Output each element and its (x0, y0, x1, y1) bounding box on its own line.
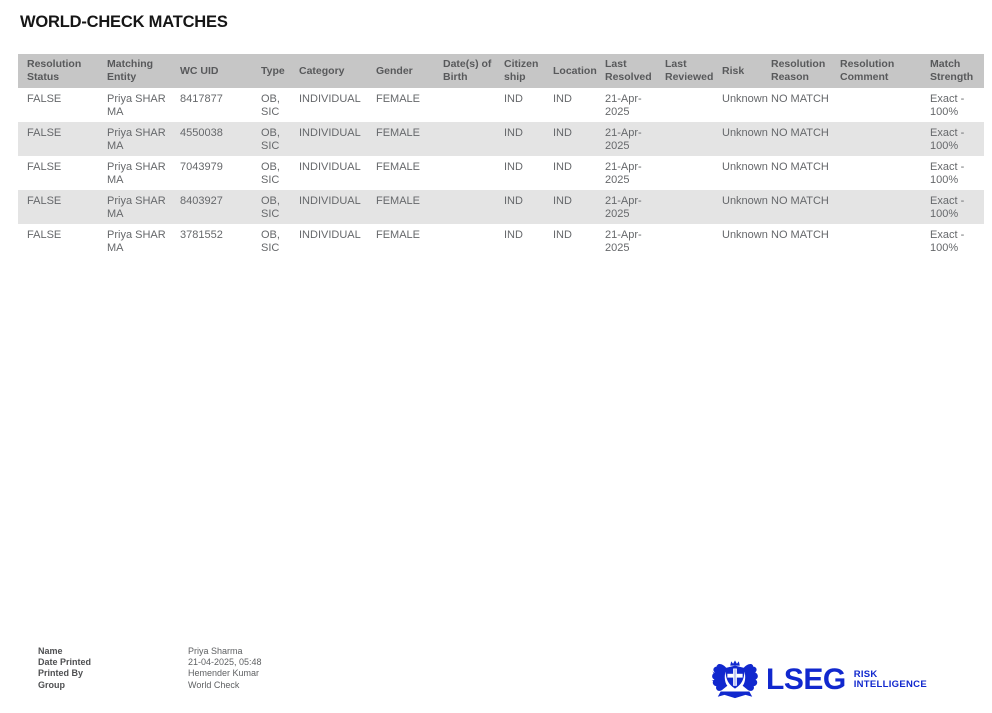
meta-value: 21-04-2025, 05:48 (188, 657, 262, 668)
cell-resolution_comment (831, 190, 921, 224)
cell-last_resolved: 21-Apr-2025 (596, 122, 656, 156)
column-header-location: Location (544, 54, 596, 88)
table-row (18, 224, 984, 258)
column-header-category: Category (290, 54, 367, 88)
print-meta-row (38, 668, 262, 679)
cell-resolution_reason: NO MATCH (762, 156, 831, 190)
cell-risk: Unknown (713, 122, 762, 156)
cell-resolution_reason: NO MATCH (762, 224, 831, 258)
cell-wc_uid: 4550038 (171, 122, 252, 156)
cell-location: IND (544, 156, 596, 190)
cell-gender: FEMALE (367, 224, 434, 258)
print-meta-row (38, 657, 262, 668)
column-header-risk: Risk (713, 54, 762, 88)
lseg-wordmark: LSEG (766, 663, 846, 696)
cell-resolution_status: FALSE (18, 190, 98, 224)
cell-resolution_status: FALSE (18, 88, 98, 122)
cell-citizenship: IND (495, 190, 544, 224)
column-header-gender: Gender (367, 54, 434, 88)
column-header-last_reviewed: Last Reviewed (656, 54, 713, 88)
cell-resolution_comment (831, 88, 921, 122)
cell-gender: FEMALE (367, 156, 434, 190)
table-row (18, 122, 984, 156)
column-header-resolution_reason: Resolution Reason (762, 54, 831, 88)
cell-matching_entity: Priya SHARMA (98, 156, 171, 190)
cell-last_resolved: 21-Apr-2025 (596, 224, 656, 258)
lseg-tagline-line2: INTELLIGENCE (853, 679, 927, 690)
cell-risk: Unknown (713, 190, 762, 224)
cell-resolution_comment (831, 224, 921, 258)
cell-matching_entity: Priya SHARMA (98, 224, 171, 258)
cell-last_reviewed (656, 88, 713, 122)
print-metadata (38, 646, 262, 691)
cell-date_of_birth (434, 88, 495, 122)
cell-category: INDIVIDUAL (290, 190, 367, 224)
cell-wc_uid: 3781552 (171, 224, 252, 258)
cell-category: INDIVIDUAL (290, 224, 367, 258)
cell-last_reviewed (656, 190, 713, 224)
column-header-type: Type (252, 54, 290, 88)
column-header-matching_entity: Matching Entity (98, 54, 171, 88)
cell-date_of_birth (434, 122, 495, 156)
cell-resolution_reason: NO MATCH (762, 88, 831, 122)
cell-citizenship: IND (495, 122, 544, 156)
print-meta-row (38, 680, 262, 691)
cell-match_strength: Exact - 100% (921, 88, 984, 122)
column-header-citizenship: Citizenship (495, 54, 544, 88)
cell-matching_entity: Priya SHARMA (98, 122, 171, 156)
cell-resolution_reason: NO MATCH (762, 190, 831, 224)
column-header-resolution_status: Resolution Status (18, 54, 98, 88)
print-meta-row (38, 646, 262, 657)
meta-label: Group (38, 679, 65, 690)
lseg-tagline-line1: RISK (853, 668, 878, 680)
cell-wc_uid: 8417877 (171, 88, 252, 122)
cell-date_of_birth (434, 224, 495, 258)
cell-category: INDIVIDUAL (290, 156, 367, 190)
lseg-tagline (854, 670, 927, 691)
cell-last_reviewed (656, 156, 713, 190)
cell-type: OB, SIC (252, 122, 290, 156)
cell-gender: FEMALE (367, 190, 434, 224)
cell-last_reviewed (656, 224, 713, 258)
cell-last_resolved: 21-Apr-2025 (596, 156, 656, 190)
cell-match_strength: Exact - 100% (921, 190, 984, 224)
column-header-resolution_comment: Resolution Comment (831, 54, 921, 88)
cell-location: IND (544, 88, 596, 122)
cell-resolution_comment (831, 156, 921, 190)
page-title: WORLD-CHECK MATCHES (20, 13, 228, 31)
cell-type: OB, SIC (252, 224, 290, 258)
cell-matching_entity: Priya SHARMA (98, 190, 171, 224)
table-row (18, 190, 984, 224)
cell-category: INDIVIDUAL (290, 88, 367, 122)
cell-date_of_birth (434, 156, 495, 190)
cell-matching_entity: Priya SHARMA (98, 88, 171, 122)
cell-citizenship: IND (495, 156, 544, 190)
cell-wc_uid: 7043979 (171, 156, 252, 190)
meta-value: Hemender Kumar (188, 668, 260, 679)
cell-resolution_status: FALSE (18, 224, 98, 258)
cell-risk: Unknown (713, 156, 762, 190)
cell-type: OB, SIC (252, 156, 290, 190)
meta-value: World Check (188, 679, 240, 690)
cell-last_reviewed (656, 122, 713, 156)
cell-citizenship: IND (495, 88, 544, 122)
cell-citizenship: IND (495, 224, 544, 258)
column-header-last_resolved: Last Resolved (596, 54, 656, 88)
table-header-row (18, 54, 984, 88)
column-header-date_of_birth: Date(s) of Birth (434, 54, 495, 88)
cell-risk: Unknown (713, 224, 762, 258)
column-header-wc_uid: WC UID (171, 54, 252, 88)
cell-date_of_birth (434, 190, 495, 224)
world-check-matches-table (18, 54, 984, 258)
meta-label: Printed By (38, 668, 84, 679)
cell-type: OB, SIC (252, 190, 290, 224)
cell-category: INDIVIDUAL (290, 122, 367, 156)
cell-wc_uid: 8403927 (171, 190, 252, 224)
cell-match_strength: Exact - 100% (921, 224, 984, 258)
meta-value: Priya Sharma (188, 646, 243, 656)
meta-label: Date Printed (38, 657, 92, 668)
cell-risk: Unknown (713, 88, 762, 122)
cell-gender: FEMALE (367, 88, 434, 122)
cell-location: IND (544, 190, 596, 224)
cell-match_strength: Exact - 100% (921, 156, 984, 190)
cell-match_strength: Exact - 100% (921, 122, 984, 156)
cell-resolution_comment (831, 122, 921, 156)
cell-last_resolved: 21-Apr-2025 (596, 190, 656, 224)
cell-resolution_status: FALSE (18, 156, 98, 190)
cell-last_resolved: 21-Apr-2025 (596, 88, 656, 122)
table-row (18, 88, 984, 122)
cell-gender: FEMALE (367, 122, 434, 156)
cell-resolution_status: FALSE (18, 122, 98, 156)
cell-resolution_reason: NO MATCH (762, 122, 831, 156)
lseg-logo (711, 656, 927, 704)
meta-label: Name (38, 646, 63, 656)
column-header-match_strength: Match Strength (921, 54, 984, 88)
lseg-crest-icon (711, 658, 759, 702)
cell-location: IND (544, 224, 596, 258)
cell-location: IND (544, 122, 596, 156)
table-row (18, 156, 984, 190)
cell-type: OB, SIC (252, 88, 290, 122)
